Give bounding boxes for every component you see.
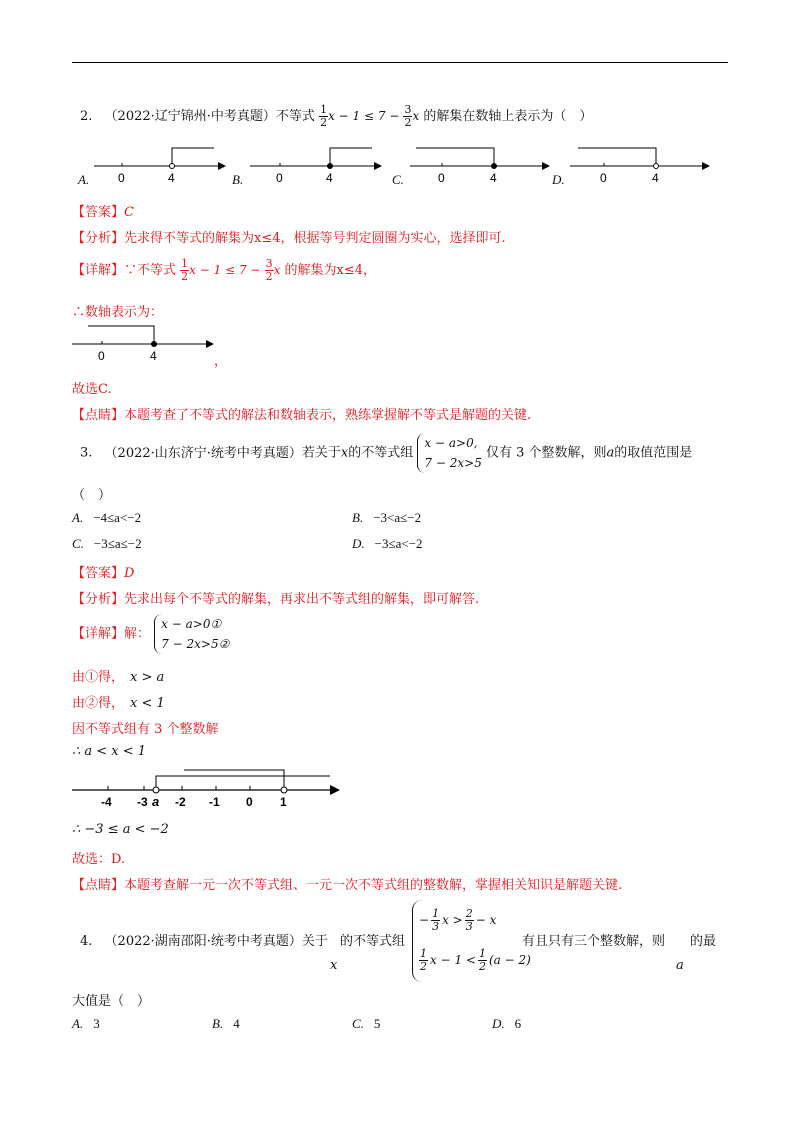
inequality-system: x − a>0, 7 − 2x>5 [417, 433, 481, 473]
q3-answer [72, 562, 134, 581]
q3-option-c[interactable]: C. −3≤a≤−2 [72, 536, 142, 551]
detail-text: 解： [124, 626, 151, 642]
q2-choose: 故选C. [72, 382, 112, 397]
tick-label: a [152, 794, 160, 809]
q2-solution-numberline [68, 318, 218, 364]
analysis-tag: 【分析】 [72, 231, 125, 246]
option-a-numberline[interactable] [92, 142, 227, 190]
fraction: $\frac{3}{2}$ [265, 257, 273, 283]
detail-tag: 【详解】 [72, 626, 125, 642]
tick-label: 0 [118, 171, 125, 185]
stem-text: 不等式 [275, 109, 315, 124]
variable: x [340, 445, 349, 461]
q2-numline-label: ∴数轴表示为： [72, 305, 164, 320]
comment-tag: 【点睛】 [72, 878, 125, 893]
q4-inequality-system: − $\frac{1}{3}$ x > $\frac{2}{3}$ − x $\frac{1}{2}$ x − 1 < $\frac{1}{2}$ (a − 2) [412, 900, 531, 982]
inequality-text: x − 1 ≤ 7 − [189, 263, 261, 277]
tick-label: 4 [168, 171, 175, 185]
q3-step3: 因不等式组有 3 个整数解 [72, 722, 219, 737]
fraction: $\frac{1}{2}$ [320, 103, 328, 129]
q4-stem-line2: 大值是（ ） [72, 994, 151, 1009]
tick-label: 0 [600, 171, 607, 185]
option-c-numberline[interactable] [408, 142, 553, 190]
inequality-text: x − 1 ≤ 7 − [328, 109, 400, 123]
option-c-label[interactable]: C. [392, 172, 404, 187]
tick-label: 0 [438, 171, 445, 185]
inequality-text: x [412, 109, 420, 123]
tick-label: 1 [280, 795, 287, 809]
q3-solution-numberline [68, 766, 348, 810]
q3-step4: ∴ a < x < 1 [72, 744, 147, 759]
stem-text: 有且只有三个整数解，则 [522, 934, 666, 949]
variable: x [330, 958, 338, 973]
stem-text: 关于 [301, 934, 328, 949]
stem-text: 的不等式组 [348, 445, 414, 461]
q3-option-d[interactable]: D. −3≤a<−2 [352, 536, 423, 551]
answer-value: C [124, 205, 134, 220]
analysis-tag: 【分析】 [72, 592, 125, 607]
q2-answer [72, 201, 134, 220]
inequality-system: x − a>0① 7 − 2x>5② [154, 614, 229, 654]
tick-label: -3 [137, 795, 148, 809]
q2-comment [72, 404, 531, 423]
variable: a [676, 958, 684, 973]
q3-choose: 故选：D. [72, 852, 126, 867]
q3-paren: （ ） [72, 488, 112, 503]
q3-step5: ∴ −3 ≤ a < −2 [72, 822, 169, 837]
q2-analysis [72, 227, 506, 246]
comment-text: 本题考查了不等式的解法和数轴表示，熟练掌握解不等式是解题的关键. [124, 408, 532, 423]
q2-detail [72, 258, 376, 283]
q3-comment [72, 874, 622, 893]
tick-label: 0 [246, 795, 253, 809]
tick-label: 0 [98, 349, 105, 363]
q4-option-c[interactable]: C. 5 [352, 1016, 381, 1031]
stem-text: 仅有 3 个整数解，则 [485, 445, 607, 461]
fraction: $\frac{3}{2}$ [404, 103, 412, 129]
q3-option-a[interactable]: A. −4≤a<−2 [72, 510, 142, 525]
fraction: $\frac{1}{2}$ [181, 257, 189, 283]
q3-option-b[interactable]: B. −3<a≤−2 [352, 510, 422, 525]
question-number: 4. [80, 934, 93, 949]
detail-tag: 【详解】 [72, 263, 125, 278]
question-source: （2022·湖南邵阳·统考中考真题） [104, 934, 302, 949]
header-rule [72, 62, 728, 63]
inequality-text: x [273, 263, 281, 277]
tick-label: -1 [209, 795, 220, 809]
q3-detail [72, 614, 229, 654]
comment-tag: 【点睛】 [72, 408, 125, 423]
stem-text: 的解集在数轴上表示为（ ） [423, 109, 593, 124]
option-d-numberline[interactable] [568, 142, 713, 190]
option-a-label[interactable]: A. [78, 172, 90, 187]
q3-stem [80, 433, 692, 473]
q4-option-a[interactable]: A. 3 [72, 1016, 100, 1031]
q3-step1: 由①得， x > a [72, 670, 165, 685]
comment-text: 本题考查解一元一次不等式组、一元一次不等式组的整数解，掌握相关知识是解题关键. [124, 878, 623, 893]
tick-label: 0 [276, 171, 283, 185]
tick-label: 4 [652, 171, 659, 185]
comma: ， [214, 354, 228, 369]
question-source: （2022·辽宁锦州·中考真题） [104, 109, 276, 124]
tick-label: 4 [490, 171, 497, 185]
tick-label: -2 [175, 795, 186, 809]
option-d-label[interactable]: D. [552, 172, 565, 187]
analysis-text: 先求得不等式的解集为x≤4，根据等号判定圆圈为实心，选择即可. [124, 231, 506, 246]
answer-tag: 【答案】 [72, 566, 125, 581]
question-number: 2. [80, 109, 93, 124]
q4-option-d[interactable]: D. 6 [492, 1016, 522, 1031]
stem-text: 的最 [690, 934, 717, 949]
variable: a [606, 445, 615, 461]
q2-stem [80, 104, 592, 129]
answer-tag: 【答案】 [72, 205, 125, 220]
stem-text: 若关于 [301, 445, 341, 461]
question-number: 3. [80, 445, 93, 461]
question-source: （2022·山东济宁·统考中考真题） [104, 445, 302, 461]
stem-text: 的取值范围是 [614, 445, 693, 461]
analysis-text: 先求出每个不等式的解集，再求出不等式组的解集，即可解答. [124, 592, 480, 607]
tick-label: 4 [150, 349, 157, 363]
q4-stem-post [522, 930, 665, 949]
tick-label: -4 [101, 795, 112, 809]
q3-step2: 由②得， x < 1 [72, 696, 165, 711]
stem-text: 的不等式组 [340, 934, 406, 949]
answer-value: D [124, 566, 135, 581]
tick-label: 4 [326, 171, 333, 185]
q4-stem [80, 930, 328, 949]
option-b-numberline[interactable] [248, 142, 383, 190]
detail-text: 的解集为x≤4， [284, 263, 377, 278]
q4-option-b[interactable]: B. 4 [212, 1016, 240, 1031]
option-b-label[interactable]: B. [232, 172, 244, 187]
detail-text: ∵不等式 [124, 263, 177, 278]
q3-analysis [72, 588, 479, 607]
